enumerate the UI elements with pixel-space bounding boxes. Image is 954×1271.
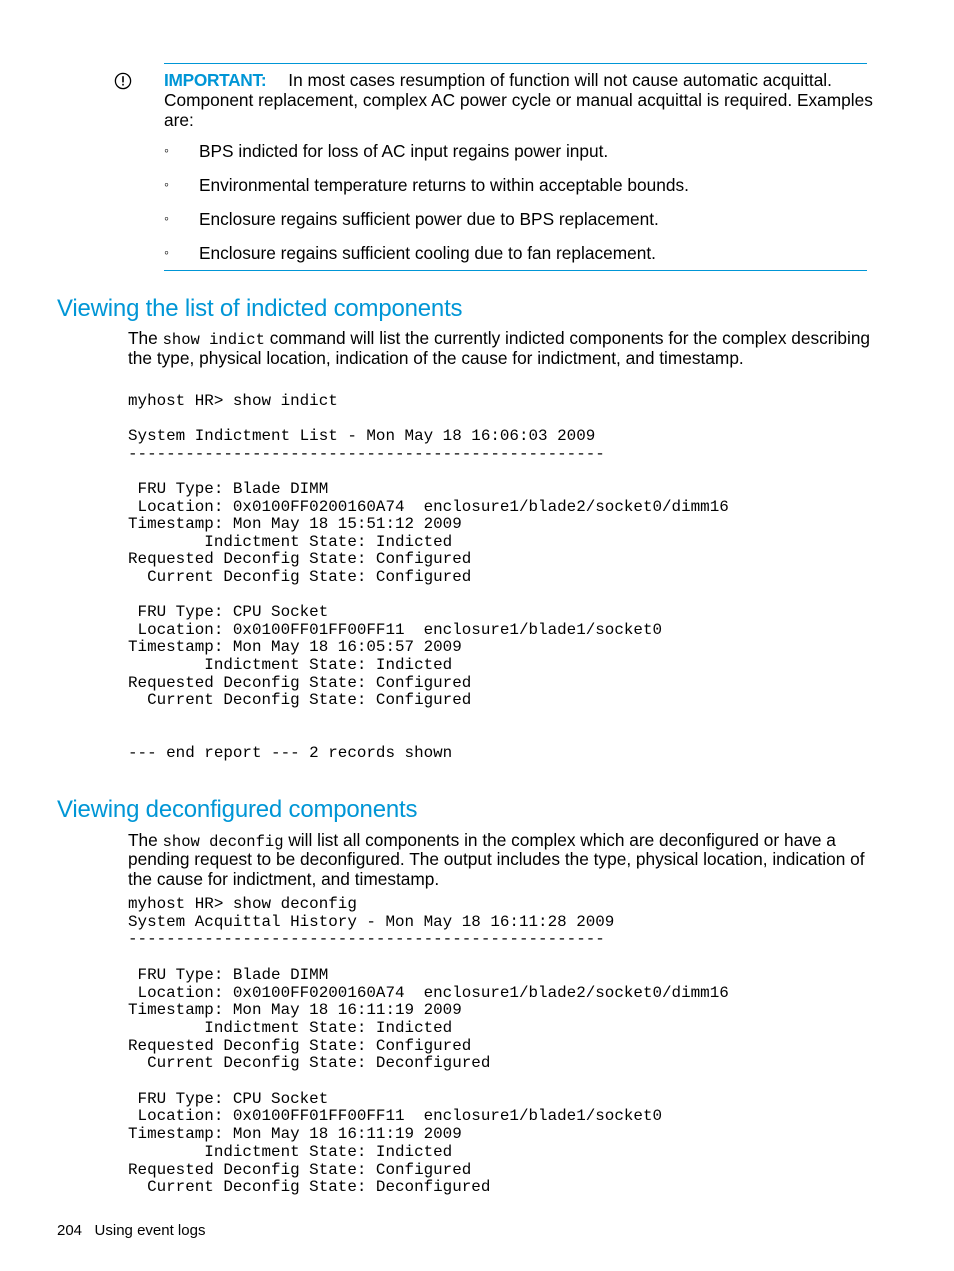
section2-paragraph-line-3: the cause for indictment, and timestamp. bbox=[128, 869, 440, 889]
code-line: Current Deconfig State: Configured bbox=[128, 568, 472, 586]
list-item: Enclosure regains sufficient cooling due to fan replacement. bbox=[199, 243, 656, 263]
code-line: --- end report --- 2 records shown bbox=[128, 744, 453, 762]
para-text: The bbox=[128, 830, 163, 850]
code-line: Location: 0x0100FF01FF00FF11 enclosure1/blade1/socket0 bbox=[128, 620, 663, 639]
para-text: command will list the currently indicted components for the complex describing bbox=[264, 328, 871, 348]
code-line: myhost HR> show indict bbox=[128, 392, 338, 410]
code-line: Indictment State: Indicted bbox=[128, 656, 453, 674]
section-heading-deconfigured: Viewing deconfigured components bbox=[57, 796, 418, 823]
important-line-3: are: bbox=[164, 110, 194, 130]
code-line: Location: 0x0100FF01FF00FF11 enclosure1/blade1/socket0 bbox=[128, 1107, 663, 1126]
code-line: Timestamp: Mon May 18 16:11:19 2009 bbox=[128, 1001, 462, 1020]
bullet-glyph: ◦ bbox=[164, 210, 169, 226]
code-line: Location: 0x0100FF0200160A74 enclosure1/blade2/socket0/dimm16 bbox=[128, 983, 729, 1002]
section1-paragraph-line-1 bbox=[128, 329, 870, 350]
bullet-glyph: ◦ bbox=[164, 142, 169, 158]
code-line: Requested Deconfig State: Configured bbox=[128, 1036, 472, 1055]
code-line: Timestamp: Mon May 18 16:05:57 2009 bbox=[128, 638, 462, 657]
code-line: Indictment State: Indicted bbox=[128, 1142, 453, 1161]
code-line: Requested Deconfig State: Configured bbox=[128, 1160, 472, 1179]
footer-section-title: Using event logs bbox=[94, 1222, 206, 1239]
bullet-glyph: ◦ bbox=[164, 176, 169, 192]
important-label: IMPORTANT: bbox=[164, 70, 267, 90]
list-item: Environmental temperature returns to within acceptable bounds. bbox=[199, 175, 689, 195]
section-heading-indicted: Viewing the list of indicted components bbox=[57, 295, 463, 322]
important-circle-icon bbox=[114, 72, 132, 90]
code-line: Current Deconfig State: Deconfigured bbox=[128, 1178, 491, 1197]
important-text-1: In most cases resumption of function will not cause automatic acquittal. bbox=[288, 70, 832, 90]
code-line: FRU Type: Blade DIMM bbox=[128, 480, 329, 498]
important-line-2: Component replacement, complex AC power cycle or manual acquittal is required. Examples bbox=[164, 90, 873, 110]
list-item: BPS indicted for loss of AC input regains power input. bbox=[199, 141, 609, 161]
page-number: 204 bbox=[57, 1222, 83, 1239]
code-line: FRU Type: CPU Socket bbox=[128, 603, 329, 622]
code-line: Current Deconfig State: Configured bbox=[128, 691, 472, 710]
inline-code: show deconfig bbox=[162, 833, 284, 851]
code-line: -------------------------------------------------- bbox=[128, 930, 605, 949]
code-line: Timestamp: Mon May 18 16:11:19 2009 bbox=[128, 1125, 462, 1144]
code-line: myhost HR> show deconfig bbox=[128, 895, 357, 913]
code-line: Indictment State: Indicted bbox=[128, 532, 453, 551]
section2-paragraph-line-2: pending request to be deconfigured. The output includes the type, physical location, indication of bbox=[128, 849, 865, 869]
code-line: Location: 0x0100FF0200160A74 enclosure1/blade2/socket0/dimm16 bbox=[128, 497, 729, 516]
section1-paragraph-line-2: the type, physical location, indication of the cause for indictment, and timestamp. bbox=[128, 348, 744, 368]
code-line: FRU Type: CPU Socket bbox=[128, 1089, 329, 1108]
inline-code: show indict bbox=[162, 331, 265, 349]
code-line: Current Deconfig State: Deconfigured bbox=[128, 1054, 491, 1073]
code-line: System Acquittal History - Mon May 18 16:11:28 2009 bbox=[128, 912, 615, 931]
page-footer bbox=[57, 1222, 205, 1240]
para-text: will list all components in the complex which are deconfigured or have a bbox=[283, 830, 836, 850]
code-line: -------------------------------------------------- bbox=[128, 444, 605, 463]
important-line-1 bbox=[164, 71, 832, 90]
code-line: Requested Deconfig State: Configured bbox=[128, 673, 472, 692]
para-text: The bbox=[128, 328, 163, 348]
code-line: Requested Deconfig State: Configured bbox=[128, 550, 472, 569]
code-line: System Indictment List - Mon May 18 16:06:03 2009 bbox=[128, 427, 596, 446]
code-line: Timestamp: Mon May 18 15:51:12 2009 bbox=[128, 515, 462, 534]
code-line: Indictment State: Indicted bbox=[128, 1018, 453, 1037]
bullet-glyph: ◦ bbox=[164, 244, 169, 260]
list-item: Enclosure regains sufficient power due to BPS replacement. bbox=[199, 209, 659, 229]
code-line: FRU Type: Blade DIMM bbox=[128, 965, 329, 984]
